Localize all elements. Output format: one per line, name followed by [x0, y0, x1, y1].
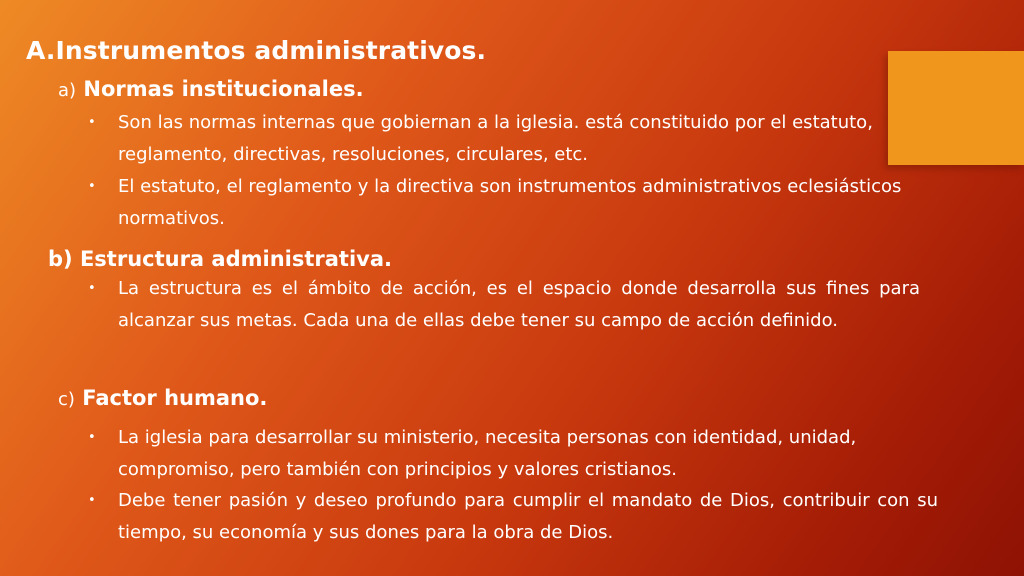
bullet-icon: • [88, 281, 96, 296]
bullet-icon: • [88, 179, 96, 194]
section-heading-b [48, 247, 392, 271]
slide-title: A.Instrumentos administrativos. [26, 36, 487, 65]
section-heading-text: Factor humano. [82, 386, 268, 410]
bullet-text: La estructura es el ámbito de acción, es el espacio donde desarrolla sus fines para alcanzar sus metas. Cada una de ellas debe tener su campo de acción definido. [118, 278, 920, 331]
bullet-icon: • [88, 430, 96, 445]
bullet-text: La iglesia para desarrollar su ministerio, necesita personas con identidad, unidad, compromiso, pero también con principios y valores cristianos. [118, 427, 857, 480]
bullet-text: Son las normas internas que gobiernan a la iglesia. está constituido por el estatuto, reglamento, directivas, resoluciones, circulares, etc. [118, 112, 873, 165]
section-letter: a) [58, 80, 77, 101]
bullet-icon: • [88, 115, 96, 130]
bullet-text: El estatuto, el reglamento y la directiva son instrumentos administrativos eclesiásticos normativos. [118, 176, 902, 229]
bullet-icon: • [88, 493, 96, 508]
section-heading-c [58, 386, 267, 410]
section-heading-a [58, 77, 364, 101]
section-letter: b) [48, 247, 73, 271]
bullet-text: Debe tener pasión y deseo profundo para cumplir el mandato de Dios, contribuir con su tiempo, su economía y sus dones para la obra de Dios. [118, 490, 938, 543]
section-letter: c) [58, 389, 75, 410]
section-heading-text: Estructura administrativa. [79, 247, 392, 271]
section-heading-text: Normas institucionales. [83, 77, 364, 101]
